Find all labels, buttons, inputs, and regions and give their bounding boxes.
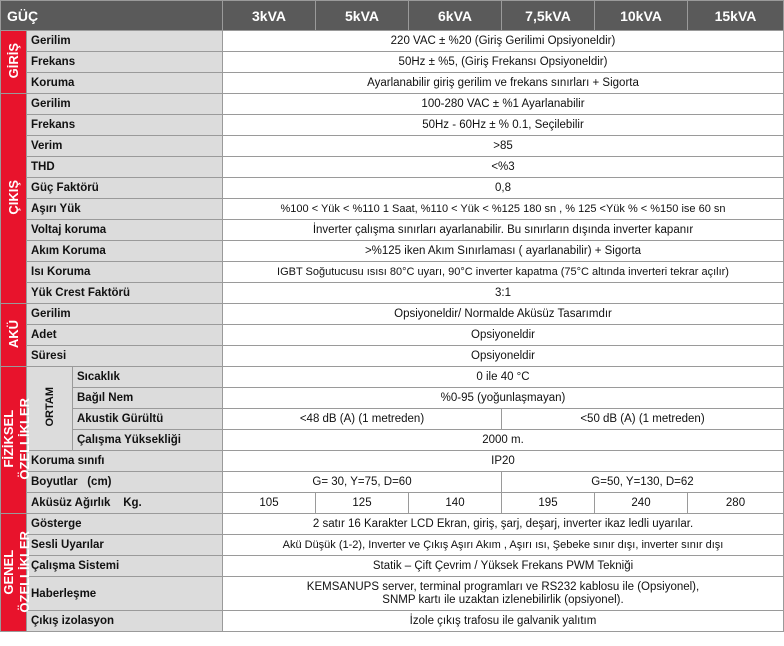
row-value: <%3 [223,157,784,178]
section-fiziksel [1,367,32,514]
row-label: Bağıl Nem [73,388,223,409]
section-line: ÖZELLİKLER [17,398,32,480]
section-giris: GİRİŞ [1,31,27,94]
table-row [1,199,784,220]
weight-15kva: 280 [688,493,784,514]
row-label: Koruma sınıfı [27,451,223,472]
section-line: GENEL [1,549,16,594]
ortam-group-label: ORTAM [27,367,73,451]
table-row [1,325,784,346]
table-row [1,94,784,115]
row-label: Isı Koruma [27,262,223,283]
row-label: Çalışma Sistemi [27,556,223,577]
weight-3kva: 105 [223,493,316,514]
row-label: Frekans [27,115,223,136]
table-row [1,472,784,493]
row-value: %100 < Yük < %110 1 Saat, %110 < Yük < %125 180 sn , % 125 <Yük % < %150 ise 60 sn [223,199,784,220]
table-row [1,409,784,430]
row-label: Yük Crest Faktörü [27,283,223,304]
table-row [1,493,784,514]
row-value: 220 VAC ± %20 (Giriş Gerilimi Opsiyoneldir) [223,31,784,52]
weight-7-5kva: 195 [502,493,595,514]
row-value: 50Hz ± %5, (Giriş Frekansı Opsiyoneldir) [223,52,784,73]
row-value: <48 dB (A) (1 metreden) [223,409,502,430]
row-label: Akım Koruma [27,241,223,262]
row-value: Opsiyoneldir/ Normalde Aküsüz Tasarımdır [223,304,784,325]
row-value: Opsiyoneldir [223,346,784,367]
row-value: 0 ile 40 °C [223,367,784,388]
table-row [1,451,784,472]
row-label: Süresi [27,346,223,367]
table-row [1,611,784,632]
row-label: Aküsüz Ağırlık Kg. [27,493,223,514]
section-aku: AKÜ [1,304,27,367]
model-header-7-5kva: 7,5kVA [502,1,595,31]
row-value: 2 satır 16 Karakter LCD Ekran, giriş, şarj, deşarj, inverter ikaz ledli uyarılar. [223,514,784,535]
weight-6kva: 140 [409,493,502,514]
row-value: 2000 m. [223,430,784,451]
table-row [1,52,784,73]
row-label: THD [27,157,223,178]
row-value: %0-95 (yoğunlaşmayan) [223,388,784,409]
row-label: Çıkış izolasyon [27,611,223,632]
model-header-3kva: 3kVA [223,1,316,31]
table-row [1,388,784,409]
model-header-10kva: 10kVA [595,1,688,31]
row-label: Gerilim [27,94,223,115]
row-label: Adet [27,325,223,346]
row-value: İnverter çalışma sınırları ayarlanabilir. Bu sınırların dışında inverter kapanır [223,220,784,241]
row-value [223,577,784,611]
row-label: Güç Faktörü [27,178,223,199]
power-header: GÜÇ [1,1,223,31]
row-label: Voltaj koruma [27,220,223,241]
row-value: <50 dB (A) (1 metreden) [502,409,784,430]
row-value: Opsiyoneldir [223,325,784,346]
table-row [1,136,784,157]
weight-5kva: 125 [316,493,409,514]
row-value: 0,8 [223,178,784,199]
row-value: 100-280 VAC ± %1 Ayarlanabilir [223,94,784,115]
row-value: IP20 [223,451,784,472]
table-row [1,514,784,535]
row-value: Ayarlanabilir giriş gerilim ve frekans sınırları + Sigorta [223,73,784,94]
table-row [1,367,784,388]
table-row [1,577,784,611]
table-row [1,304,784,325]
section-line: ÖZELLİKLER [17,530,32,613]
row-label: Gerilim [27,31,223,52]
section-cikis: ÇIKIŞ [1,94,27,304]
section-line: FİZİKSEL [1,410,16,468]
row-label: Akustik Gürültü [73,409,223,430]
row-value: Statik – Çift Çevrim / Yüksek Frekans PWM Tekniği [223,556,784,577]
row-value: G= 30, Y=75, D=60 [223,472,502,493]
row-value: >%125 iken Akım Sınırlaması ( ayarlanabilir) + Sigorta [223,241,784,262]
table-row [1,283,784,304]
table-row [1,535,784,556]
row-value: Akü Düşük (1-2), Inverter ve Çıkış Aşırı Akım , Aşırı ısı, Şebeke sınır dışı, inverter sınır dışı [223,535,784,556]
section-genel [1,514,32,632]
row-label: Verim [27,136,223,157]
row-value: İzole çıkış trafosu ile galvanik yalıtım [223,611,784,632]
row-value: G=50, Y=130, D=62 [502,472,784,493]
table-row [1,31,784,52]
table-row [1,430,784,451]
row-label: Gösterge [27,514,223,535]
model-header-6kva: 6kVA [409,1,502,31]
weight-10kva: 240 [595,493,688,514]
row-label: Çalışma Yüksekliği [73,430,223,451]
table-row [1,220,784,241]
row-label: Aşırı Yük [27,199,223,220]
row-label: Koruma [27,73,223,94]
table-row [1,73,784,94]
row-value: IGBT Soğutucusu ısısı 80°C uyarı, 90°C inverter kapatma (75°C altında inverteri tekrar açılır) [223,262,784,283]
model-header-5kva: 5kVA [316,1,409,31]
model-header-15kva: 15kVA [688,1,784,31]
table-row [1,241,784,262]
row-label: Gerilim [27,304,223,325]
text-line: SNMP kartı ile uzaktan izlenebilirlik (opsiyonel). [382,593,624,606]
table-row [1,346,784,367]
header-row [1,1,784,31]
table-row [1,157,784,178]
table-row [1,556,784,577]
row-label: Boyutlar (cm) [27,472,223,493]
row-value: 50Hz - 60Hz ± % 0.1, Seçilebilir [223,115,784,136]
row-label: Sıcaklık [73,367,223,388]
table-row [1,262,784,283]
row-label: Frekans [27,52,223,73]
row-label: Haberleşme [27,577,223,611]
table-row [1,115,784,136]
row-value: >85 [223,136,784,157]
table-row [1,178,784,199]
text-line: KEMSANUPS server, terminal programları ve RS232 kablosu ile (Opsiyonel), [306,580,700,593]
row-value: 3:1 [223,283,784,304]
row-label: Sesli Uyarılar [27,535,223,556]
